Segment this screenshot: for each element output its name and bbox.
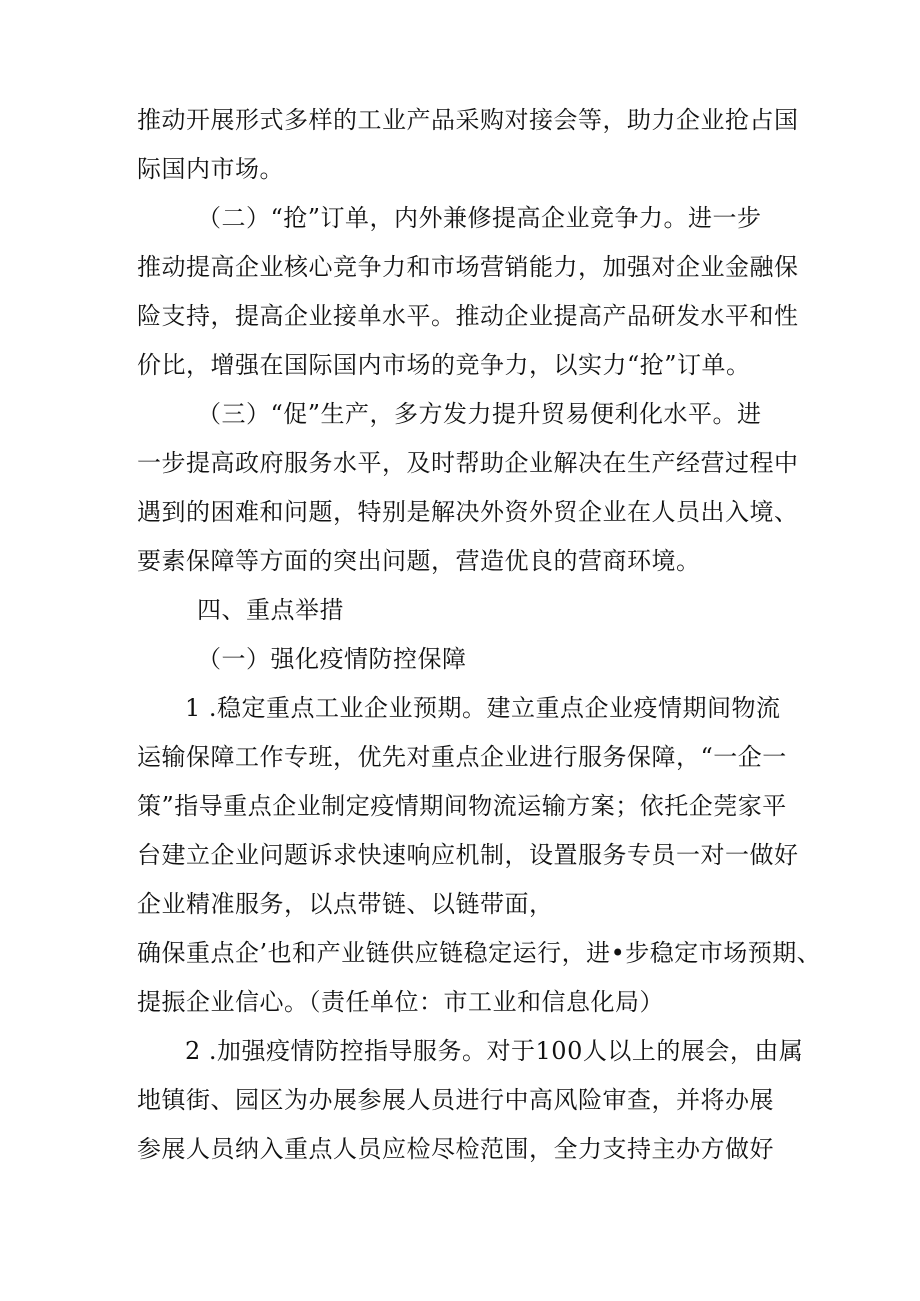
paragraph-line: 地镇街、园区为办展参展人员进行中高风险审查，并将办展 xyxy=(137,1086,774,1114)
paragraph-line: 策”指导重点企业制定疫情期间物流运输方案；依托企莞家平 xyxy=(137,792,787,820)
paragraph-line: 价比，增强在国际国内市场的竞争力，以实力“抢”订单。 xyxy=(137,351,751,379)
subsection-heading: （一）强化疫情防控保障 xyxy=(197,645,467,673)
paragraph-line: 运输保障工作专班，优先对重点企业进行服务保障，“一企一 xyxy=(137,743,787,771)
paragraph-line: 参展人员纳入重点人员应检尽检范围，全力支持主办方做好 xyxy=(137,1135,774,1163)
paragraph-line: 提振企业信心。（责任单位：市工业和信息化局） xyxy=(137,988,664,1016)
paragraph-line: （二）“抢”订单，内外兼修提高企业竞争力。进一步 xyxy=(197,204,762,232)
paragraph-line: 推动提高企业核心竞争力和市场营销能力，加强对企业金融保 xyxy=(137,253,799,281)
paragraph-line: 险支持，提高企业接单水平。推动企业提高产品研发水平和性 xyxy=(137,302,799,330)
paragraph-line: 推动开展形式多样的工业产品采购对接会等，助力企业抢占国 xyxy=(137,106,799,134)
paragraph-line: 确保重点企’也和产业链供应链稳定运行，进•步稳定市场预期、 xyxy=(137,939,822,967)
paragraph-line: 台建立企业问题诉求快速响应机制，设置服务专员一对一做好 xyxy=(137,841,799,869)
paragraph-line: 2 .加强疫情防控指导服务。对于100人以上的展会，由属 xyxy=(185,1037,804,1065)
paragraph-line: 遇到的困难和问题，特别是解决外资外贸企业在人员出入境、 xyxy=(137,498,799,526)
paragraph-line: （三）“促”生产，多方发力提升贸易便利化水平。进 xyxy=(197,400,762,428)
paragraph-line: 际国内市场。 xyxy=(137,155,284,183)
paragraph-line: 企业精准服务，以点带链、以链带面， xyxy=(137,890,554,918)
section-heading: 四、重点举措 xyxy=(197,596,344,624)
paragraph-line: 要素保障等方面的突出问题，营造优良的营商环境。 xyxy=(137,547,701,575)
paragraph-line: 1 .稳定重点工业企业预期。建立重点企业疫情期间物流 xyxy=(185,694,781,722)
paragraph-line: 一步提高政府服务水平，及时帮助企业解决在生产经营过程中 xyxy=(137,449,799,477)
